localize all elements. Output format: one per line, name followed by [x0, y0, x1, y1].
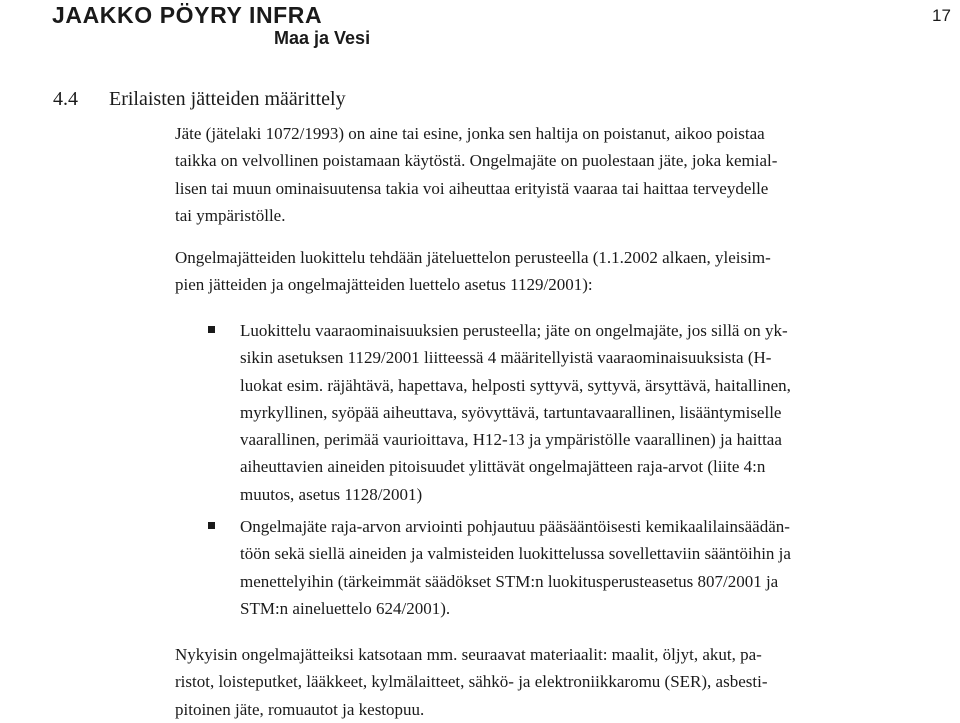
company-logo [52, 2, 382, 52]
section-title: Erilaisten jätteiden määrittely [109, 88, 346, 110]
bullet-text: Luokittelu vaaraominaisuuksien perusteella; jäte on ongelmajäte, jos sillä on yk- sikin asetuksen 1129/2001 liitteessä 4 määritellyistä vaaraominaisuuksista (H- luokat esim. räjähtävä, hapettava, helposti syttyvä, syttyvä, ärsyttävä, haitallinen, myrkyllinen, syöpää aiheuttava, syövyttävä, tartuntavaarallinen, lisääntymiselle vaarallinen, perimää vaurioittava, H12-13 ja ympäristölle vaarallinen) ja haittaa aiheuttavien aineiden pitoisuudet ylittävät ongelmajätteen raja-arvot (liite 4:n muutos, asetus 1128/2001) [240, 321, 791, 504]
logo-division-name: Maa ja Vesi [274, 28, 371, 48]
paragraph-waste-definition: Jäte (jätelaki 1072/1993) on aine tai esine, jonka sen haltija on poistanut, aikoo poistaa taikka on velvollinen poistamaan käytöstä. Ongelmajäte on puolestaan jäte, joka kemial- lisen tai muun ominaisuutensa takia voi aiheuttaa erityistä vaaraa tai haittaa terveydelle tai ympäristölle. [175, 124, 778, 225]
square-bullet-icon [208, 522, 215, 529]
paragraph-hazardous-examples: Nykyisin ongelmajätteiksi katsotaan mm. seuraavat materiaalit: maalit, öljyt, akut, pa- ristot, loisteputket, lääkkeet, kylmälaitteet, sähkö- ja elektroniikkaromu (SER), asbesti- pitoinen jäte, romuautot ja kestopuu. [175, 645, 768, 719]
paragraph-classification-intro: Ongelmajätteiden luokittelu tehdään jäteluettelon perusteella (1.1.2002 alkaen, yleisim- pien jätteiden ja ongelmajätteiden luettelo asetus 1129/2001): [175, 248, 771, 295]
section-heading [53, 87, 346, 111]
logo-company-name: JAAKKO PÖYRY INFRA [52, 2, 323, 28]
page-number: 17 [932, 6, 951, 25]
bullet-text: Ongelmajäte raja-arvon arviointi pohjautuu pääsääntöisesti kemikaalilainsäädän- töön sekä siellä aineiden ja valmisteiden luokittelussa sovellettaviin sääntöihin ja menettelyihin (tärkeimmät säädökset STM:n luokitusperusteasetus 807/2001 ja STM:n aineluettelo 624/2001). [240, 517, 791, 618]
section-number: 4.4 [53, 88, 78, 110]
square-bullet-icon [208, 326, 215, 333]
